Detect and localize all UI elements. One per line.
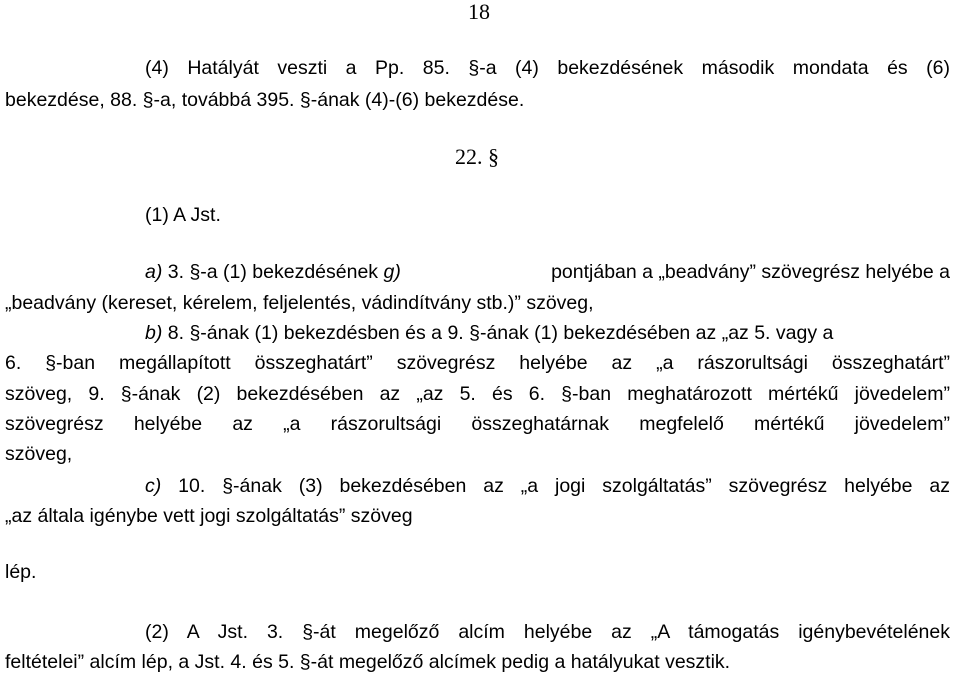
paragraph-1-intro: (1) A Jst.: [145, 204, 221, 226]
point-a-label: a): [145, 261, 163, 283]
point-b-line-3: szöveg, 9. §-ának (2) bekezdésében az „az 5. és 6. §-ban meghatározott mértékű jövedelem”: [5, 383, 950, 405]
point-a-text-rest: pontjában a „beadvány” szövegrész helyébe a: [551, 261, 950, 283]
point-a-line-2: „beadvány (kereset, kérelem, feljelentés, vádindítvány stb.)” szöveg,: [5, 292, 594, 314]
point-b-line-1: [145, 321, 833, 345]
point-b-line-2: 6. §-ban megállapított összeghatárt” szövegrész helyébe az „a rászorultsági összeghatárt”: [5, 352, 950, 374]
point-c-label: c): [145, 475, 162, 497]
paragraph-2-line-2: feltételei” alcím lép, a Jst. 4. és 5. §-át megelőző alcímek pedig a hatályukat vesztik.: [5, 651, 731, 673]
point-b-line-4: szövegrész helyébe az „a rászorultsági összeghatárnak megfelelő mértékű jövedelem”: [5, 413, 950, 435]
point-b-line-5: szöveg,: [5, 443, 73, 465]
point-c-line-2: „az általa igénybe vett jogi szolgáltatás” szöveg: [5, 505, 413, 527]
point-a-line-1: [145, 260, 950, 284]
point-a-text-start: 3. §-a (1) bekezdésének: [167, 261, 379, 283]
page-number: 18: [468, 0, 490, 24]
paragraph-4-line-1: (4) Hatályát veszti a Pp. 85. §-a (4) bekezdésének második mondata és (6): [145, 57, 950, 79]
paragraph-4-line-2: bekezdése, 88. §-a, továbbá 395. §-ának (4)-(6) bekezdése.: [5, 89, 525, 111]
point-b-line-1-text: 8. §-ának (1) bekezdésben és a 9. §-ának (1) bekezdésében az „az 5. vagy a: [167, 322, 834, 344]
point-c-line-1: [145, 474, 950, 498]
section-heading: 22. §: [455, 144, 499, 169]
paragraph-2-line-1: (2) A Jst. 3. §-át megelőző alcím helyébe az „A támogatás igénybevételének: [145, 621, 950, 643]
point-c-line-1-text: 10. §-ának (3) bekezdésében az „a jogi szolgáltatás” szövegrész helyébe az: [178, 475, 950, 497]
closing-word: lép.: [5, 561, 37, 583]
point-a-g-label: g): [383, 261, 401, 283]
point-b-label: b): [145, 322, 163, 344]
